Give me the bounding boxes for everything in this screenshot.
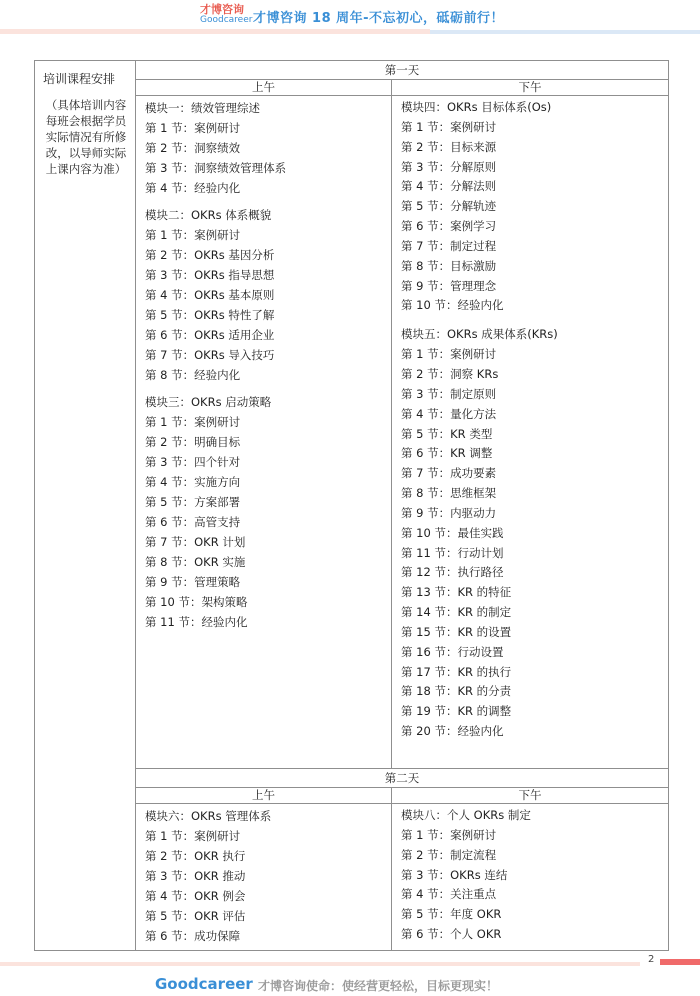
session-item: 第 5 节：OKRs 特性了解 (145, 308, 275, 322)
session-item: 第 3 节：分解原则 (401, 159, 497, 174)
session-item: 第 20 节：经验内化 (401, 724, 504, 739)
session-item: 第 3 节：OKR 推动 (145, 869, 246, 883)
day-2-pm-column (392, 804, 669, 951)
session-item: 第 6 节：OKRs 适用企业 (145, 328, 275, 342)
session-item: 第 1 节：案例研讨 (145, 415, 241, 429)
day-2-pm-label: 下午 (392, 788, 669, 804)
page-footer (0, 966, 700, 996)
session-item: 第 4 节：关注重点 (401, 887, 497, 902)
footer-mission: 才博咨询使命：使经营更轻松，目标更现实！ (258, 979, 499, 993)
session-item: 第 7 节：OKRs 导入技巧 (145, 348, 275, 362)
session-item: 第 8 节：经验内化 (145, 368, 241, 382)
day-1-pm-column (392, 96, 669, 769)
session-item: 第 1 节：案例研讨 (145, 121, 241, 135)
day-2-am-column (136, 804, 392, 951)
session-item: 第 4 节：实施方向 (145, 475, 241, 489)
module-title: 模块五：OKRs 成果体系(KRs) (401, 327, 558, 342)
session-item: 第 13 节：KR 的特征 (401, 585, 512, 600)
footer-accent-bar (660, 959, 700, 965)
session-item: 第 10 节：架构策略 (145, 595, 248, 609)
session-item: 第 19 节：KR 的调整 (401, 704, 512, 719)
session-item: 第 5 节：年度 OKR (401, 907, 502, 922)
day-1-title: 第一天 (136, 61, 669, 80)
session-item: 第 11 节：经验内化 (145, 615, 248, 629)
session-item: 第 5 节：分解轨迹 (401, 199, 497, 214)
header-divider-right (430, 30, 700, 34)
header-divider-left (0, 29, 430, 34)
module-title: 模块四：OKRs 目标体系(Os) (401, 100, 552, 114)
session-item: 第 3 节：洞察绩效管理体系 (145, 161, 287, 175)
session-item: 第 3 节：四个针对 (145, 455, 241, 469)
day-1-pm-label: 下午 (392, 80, 669, 96)
session-item: 第 6 节：案例学习 (401, 219, 497, 234)
session-item: 第 2 节：洞察绩效 (145, 141, 241, 155)
session-item: 第 16 节：行动设置 (401, 644, 504, 659)
session-item: 第 6 节：KR 调整 (401, 446, 493, 461)
session-item: 第 8 节：目标激励 (401, 258, 497, 273)
session-item: 第 4 节：分解法则 (401, 179, 497, 194)
side-note: （具体培训内容每班会根据学员实际情况有所修改，以导师实际上课内容为准） (45, 98, 127, 176)
session-item: 第 8 节：OKR 实施 (145, 555, 246, 569)
session-item: 第 10 节：最佳实践 (401, 525, 504, 540)
session-item: 第 2 节：OKRs 基因分析 (145, 248, 275, 262)
day-1-am-label: 上午 (136, 80, 392, 96)
session-item: 第 6 节：成功保障 (145, 929, 241, 943)
header-logo-en: Goodcareer (200, 15, 253, 25)
session-item: 第 18 节：KR 的分责 (401, 684, 512, 699)
footer-logo: Goodcareer (155, 975, 253, 993)
session-item: 第 6 节：个人 OKR (401, 927, 502, 942)
session-item: 第 1 节：案例研讨 (145, 829, 241, 843)
module-title: 模块一：绩效管理综述 (145, 101, 260, 115)
session-item: 第 1 节：案例研讨 (401, 347, 497, 362)
session-item: 第 11 节：行动计划 (401, 545, 504, 560)
page-number: 2 (648, 954, 655, 965)
session-item: 第 5 节：方案部署 (145, 495, 241, 509)
header-logo (200, 3, 253, 26)
session-item: 第 5 节：KR 类型 (401, 426, 493, 441)
session-item: 第 1 节：案例研讨 (401, 827, 497, 842)
header-logo-cn: 才博咨询 (200, 3, 244, 16)
side-cell (35, 61, 136, 951)
session-item: 第 17 节：KR 的执行 (401, 664, 512, 679)
session-item: 第 4 节：OKRs 基本原则 (145, 288, 275, 302)
session-item: 第 15 节：KR 的设置 (401, 624, 512, 639)
day-2-am-label: 上午 (136, 788, 392, 804)
session-item: 第 3 节：OKRs 指导思想 (145, 268, 275, 282)
page-header (0, 0, 700, 40)
session-item: 第 14 节：KR 的制定 (401, 605, 512, 620)
session-item: 第 2 节：目标来源 (401, 139, 497, 154)
session-item: 第 3 节：制定原则 (401, 386, 497, 401)
module-title: 模块三：OKRs 启动策略 (145, 395, 272, 409)
module-title: 模块六：OKRs 管理体系 (145, 809, 272, 823)
session-item: 第 8 节：思维框架 (401, 486, 497, 501)
session-item: 第 2 节：OKR 执行 (145, 849, 246, 863)
session-item: 第 9 节：管理理念 (401, 278, 497, 293)
session-item: 第 6 节：高管支持 (145, 515, 241, 529)
module-title: 模块八：个人 OKRs 制定 (401, 808, 531, 822)
session-item: 第 4 节：OKR 例会 (145, 889, 246, 903)
session-item: 第 7 节：成功要素 (401, 466, 497, 481)
session-item: 第 10 节：经验内化 (401, 298, 504, 313)
session-item: 第 1 节：案例研讨 (145, 228, 241, 242)
schedule-table (34, 60, 669, 951)
session-item: 第 4 节：量化方法 (401, 406, 497, 421)
session-item: 第 4 节：经验内化 (145, 181, 241, 195)
day-2-title: 第二天 (136, 769, 669, 788)
header-slogan: 才博咨询 18 周年-不忘初心，砥砺前行！ (253, 11, 505, 26)
side-title: 培训课程安排 (43, 72, 116, 86)
day-1-am-column (136, 96, 392, 769)
session-item: 第 2 节：制定流程 (401, 847, 497, 862)
session-item: 第 2 节：洞察 KRs (401, 366, 499, 381)
session-item: 第 12 节：执行路径 (401, 565, 504, 580)
session-item: 第 7 节：制定过程 (401, 238, 497, 253)
session-item: 第 9 节：内驱动力 (401, 505, 497, 520)
session-item: 第 2 节：明确目标 (145, 435, 241, 449)
session-item: 第 9 节：管理策略 (145, 575, 241, 589)
session-item: 第 7 节：OKR 计划 (145, 535, 246, 549)
module-title: 模块二：OKRs 体系概貌 (145, 208, 272, 222)
session-item: 第 5 节：OKR 评估 (145, 909, 246, 923)
session-item: 第 3 节：OKRs 连结 (401, 867, 508, 882)
session-item: 第 1 节：案例研讨 (401, 119, 497, 134)
